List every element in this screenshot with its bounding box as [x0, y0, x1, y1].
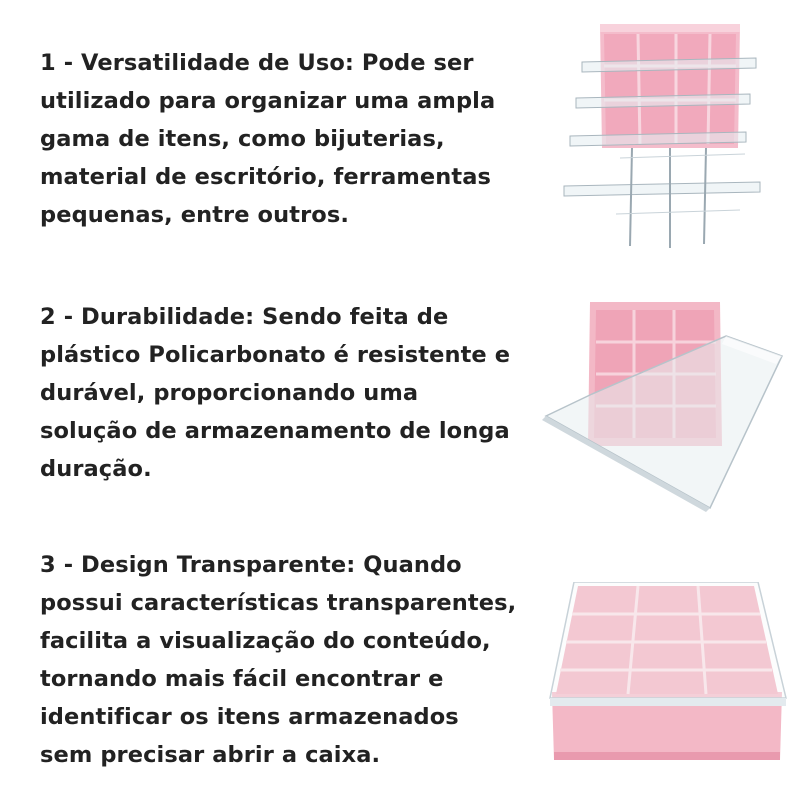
feature-versatility-text [40, 44, 550, 234]
text-line: solução de armazenamento de longa [40, 418, 510, 444]
text-line: pequenas, entre outros. [40, 202, 349, 228]
feature-durability-text [40, 298, 550, 488]
text-line: duração. [40, 456, 152, 482]
text-line: 2 - Durabilidade: Sendo feita de [40, 304, 449, 330]
feature-durability [0, 260, 800, 530]
text-line: identificar os itens armazenados [40, 704, 459, 730]
text-line: utilizado para organizar uma ampla [40, 88, 496, 114]
feature-transparent-design-text [40, 546, 550, 774]
organizer-box-closed-image [548, 582, 788, 772]
text-line: possui características transparentes, [40, 590, 517, 616]
organizer-box-with-lid-image [540, 298, 785, 513]
text-line: facilita a visualização do conteúdo, [40, 628, 491, 654]
text-line: plástico Policarbonato é resistente e [40, 342, 511, 368]
feature-versatility [0, 0, 800, 260]
organizer-box-dividers-image [560, 18, 775, 258]
feature-transparent-design [0, 530, 800, 800]
text-line: sem precisar abrir a caixa. [40, 742, 381, 768]
text-line: durável, proporcionando uma [40, 380, 419, 406]
text-line: 3 - Design Transparente: Quando [40, 552, 462, 578]
text-line: gama de itens, como bijuterias, [40, 126, 445, 152]
text-line: material de escritório, ferramentas [40, 164, 492, 190]
text-line: 1 - Versatilidade de Uso: Pode ser [40, 50, 474, 76]
text-line: tornando mais fácil encontrar e [40, 666, 444, 692]
